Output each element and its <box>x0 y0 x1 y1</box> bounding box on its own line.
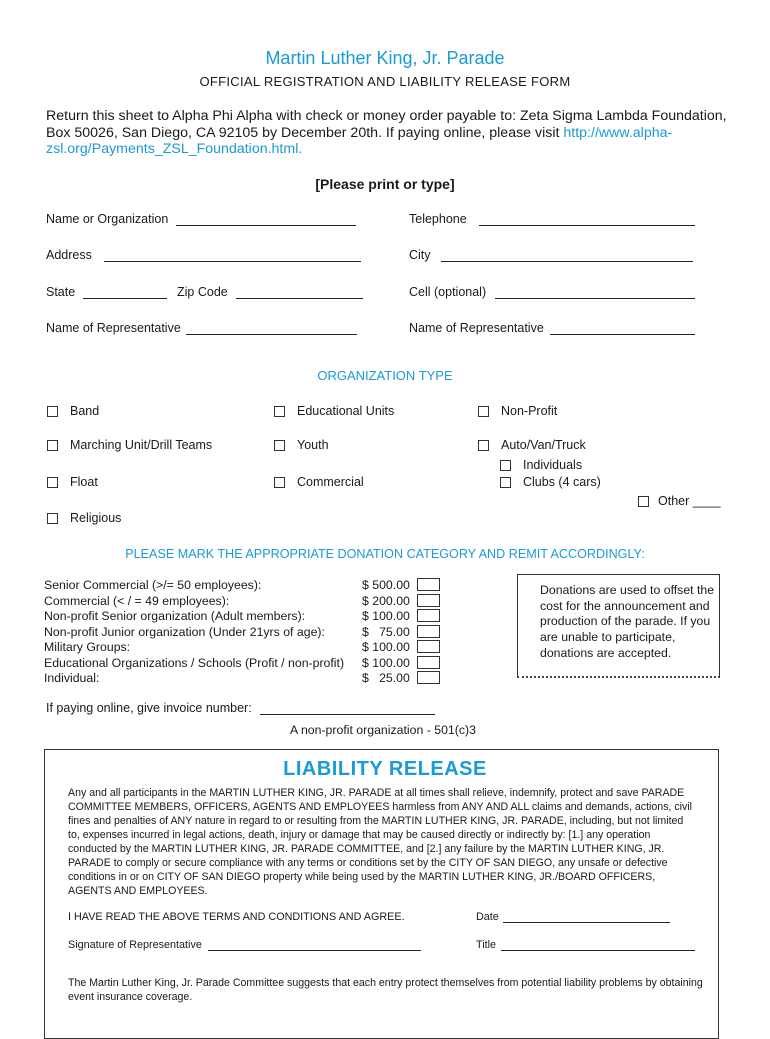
donation-row-label: Non-profit Junior organization (Under 21yrs of age): <box>44 625 325 639</box>
option-religious[interactable] <box>47 511 121 525</box>
option-individuals[interactable] <box>500 458 582 472</box>
cell-field[interactable] <box>409 285 695 299</box>
date-field[interactable] <box>476 911 670 923</box>
nonprofit-statement: A non-profit organization - 501(c)3 <box>290 723 476 737</box>
telephone-line[interactable] <box>479 212 695 226</box>
option-marching[interactable] <box>47 438 212 452</box>
intro-text: Return this sheet to Alpha Phi Alpha with check or money order payable to: Zeta Sigma Lambda Foundation, Box 50026, San Diego, CA 92105 by December 20th. If paying online, please visit <box>46 108 727 141</box>
address-line[interactable] <box>104 248 361 262</box>
donation-row-label: Commercial (< / = 49 employees): <box>44 594 230 608</box>
donation-checkbox[interactable] <box>417 594 440 607</box>
page-title: Martin Luther King, Jr. Parade <box>265 48 505 68</box>
option-individuals-label: Individuals <box>523 458 583 472</box>
print-note: [Please print or type] <box>315 176 455 192</box>
option-nonprofit-label: Non-Profit <box>501 404 558 418</box>
checkbox-marching[interactable] <box>47 440 58 451</box>
option-other-label: Other ____ <box>658 494 721 508</box>
date-label: Date <box>476 911 499 923</box>
checkbox-other[interactable] <box>638 496 649 507</box>
donation-heading: PLEASE MARK THE APPROPRIATE DONATION CATEGORY AND REMIT ACCORDINGLY: <box>125 547 645 561</box>
donation-row-amount: $ 25.00 <box>362 671 410 685</box>
liability-body: Any and all participants in the MARTIN LUTHER KING, JR. PARADE at all times shall relieve, indemnify, protect and save PARADE COMMITTEE MEMBERS, OFFICERS, AGENTS AND EMPLOYEES harmless from ANY AND ALL claims and demands, actions, civil fines and penalties of ANY nature in regard to or resulting from the MARTIN LUTHER KING, JR. PARADE, including, but not limited to, expenses incurred in legal actions, death, injury or damage that may be caused directly or indirectly by: [1.] any operation conducted by the MARTIN LUTHER KING, JR. PARADE COMMITTEE, and [2.] any failure by the MARTIN LUTHER KING, JR. PARADE to comply or secure compliance with any terms or conditions set by the CITY OF SAN DIEGO, any unsafe or defective conditions in or on CITY OF SAN DIEGO property while being used by the MARTIN LUTHER KING, JR./BOARD OFFICERS, AGENTS AND EMPLOYEES. <box>68 787 693 897</box>
insurance-note: The Martin Luther King, Jr. Parade Committee suggests that each entry protect themselves from potential liability problems by obtaining event insurance coverage. <box>68 977 703 1003</box>
invoice-line[interactable] <box>260 701 435 715</box>
title-label: Title <box>476 939 496 951</box>
option-educational-label: Educational Units <box>297 404 395 418</box>
donation-checkbox[interactable] <box>417 656 440 669</box>
rep-left-line[interactable] <box>186 321 357 335</box>
checkbox-commercial[interactable] <box>274 477 285 488</box>
rep-right-line[interactable] <box>550 321 695 335</box>
telephone-field[interactable] <box>409 212 695 226</box>
donation-row-amount: $ 100.00 <box>362 656 410 670</box>
rep-right-label: Name of Representative <box>409 321 544 335</box>
donation-row-amount: $ 100.00 <box>362 640 410 654</box>
option-youth-label: Youth <box>297 438 329 452</box>
name-org-label: Name or Organization <box>46 212 169 226</box>
option-youth[interactable] <box>274 438 329 452</box>
date-line[interactable] <box>503 911 670 923</box>
option-nonprofit[interactable] <box>478 404 557 418</box>
option-auto[interactable] <box>478 438 586 452</box>
option-float-label: Float <box>70 475 98 489</box>
signature-field[interactable] <box>68 939 421 951</box>
donation-row-label: Individual: <box>44 671 100 685</box>
checkbox-youth[interactable] <box>274 440 285 451</box>
name-org-line[interactable] <box>176 212 356 226</box>
liability-title: LIABILITY RELEASE <box>283 758 487 780</box>
title-field[interactable] <box>476 939 695 951</box>
donation-row-label: Military Groups: <box>44 640 131 654</box>
donation-checkbox[interactable] <box>417 640 440 653</box>
checkbox-band[interactable] <box>47 406 58 417</box>
rep-left-field[interactable] <box>46 321 357 335</box>
organization-type-heading: ORGANIZATION TYPE <box>317 368 453 383</box>
donation-checkbox[interactable] <box>417 671 440 684</box>
donation-note: Donations are used to offset the cost for the announcement and production of the parade. If you are unable to participate, donations are accepted. <box>540 583 715 660</box>
payment-link[interactable]: http://www.alpha-zsl.org/Payments_ZSL_Foundation.html. <box>46 124 673 157</box>
agree-statement: I HAVE READ THE ABOVE TERMS AND CONDITIONS AND AGREE. <box>68 911 405 923</box>
name-org-field[interactable] <box>46 212 356 226</box>
rep-left-label: Name of Representative <box>46 321 181 335</box>
option-auto-label: Auto/Van/Truck <box>501 438 586 452</box>
city-line[interactable] <box>441 248 693 262</box>
option-marching-label: Marching Unit/Drill Teams <box>70 438 213 452</box>
city-field[interactable] <box>409 248 693 262</box>
signature-line[interactable] <box>208 939 421 951</box>
donation-checkbox[interactable] <box>417 625 440 638</box>
option-clubs-label: Clubs (4 cars) <box>523 475 601 489</box>
donation-checkbox[interactable] <box>417 578 440 591</box>
address-label: Address <box>46 248 92 262</box>
invoice-label: If paying online, give invoice number: <box>46 701 252 715</box>
zip-line[interactable] <box>236 285 363 299</box>
donation-checkbox[interactable] <box>417 609 440 622</box>
zip-field[interactable] <box>177 285 363 299</box>
checkbox-educational[interactable] <box>274 406 285 417</box>
option-band[interactable] <box>47 404 99 418</box>
option-float[interactable] <box>47 475 98 489</box>
checkbox-religious[interactable] <box>47 513 58 524</box>
cell-line[interactable] <box>495 285 695 299</box>
checkbox-float[interactable] <box>47 477 58 488</box>
state-label: State <box>46 285 76 299</box>
address-field[interactable] <box>46 248 361 262</box>
form-subtitle: OFFICIAL REGISTRATION AND LIABILITY RELEASE FORM <box>199 74 571 89</box>
telephone-label: Telephone <box>409 212 467 226</box>
signature-label: Signature of Representative <box>68 939 202 951</box>
rep-right-field[interactable] <box>409 321 695 335</box>
invoice-field[interactable] <box>46 701 435 715</box>
title-line[interactable] <box>501 939 695 951</box>
donation-row-amount: $ 200.00 <box>362 594 410 608</box>
option-commercial[interactable] <box>274 475 364 489</box>
city-label: City <box>409 248 431 262</box>
checkbox-auto[interactable] <box>478 440 489 451</box>
donation-row-amount: $ 500.00 <box>362 578 410 592</box>
option-educational[interactable] <box>274 404 394 418</box>
option-religious-label: Religious <box>70 511 122 525</box>
option-clubs[interactable] <box>500 475 601 489</box>
intro-paragraph <box>46 108 736 158</box>
donation-row-label: Non-profit Senior organization (Adult members): <box>44 609 306 623</box>
donation-row-label: Senior Commercial (>/= 50 employees): <box>44 578 262 592</box>
zip-label: Zip Code <box>177 285 228 299</box>
option-other[interactable] <box>638 494 721 508</box>
cell-label: Cell (optional) <box>409 285 487 299</box>
state-field[interactable] <box>46 285 167 299</box>
option-band-label: Band <box>70 404 100 418</box>
state-line[interactable] <box>83 285 167 299</box>
donation-row-label: Educational Organizations / Schools (Profit / non-profit) <box>44 656 345 670</box>
checkbox-nonprofit[interactable] <box>478 406 489 417</box>
checkbox-clubs[interactable] <box>500 477 511 488</box>
donation-row-amount: $ 75.00 <box>362 625 410 639</box>
donation-row-amount: $ 100.00 <box>362 609 410 623</box>
option-commercial-label: Commercial <box>297 475 364 489</box>
checkbox-individuals[interactable] <box>500 460 511 471</box>
